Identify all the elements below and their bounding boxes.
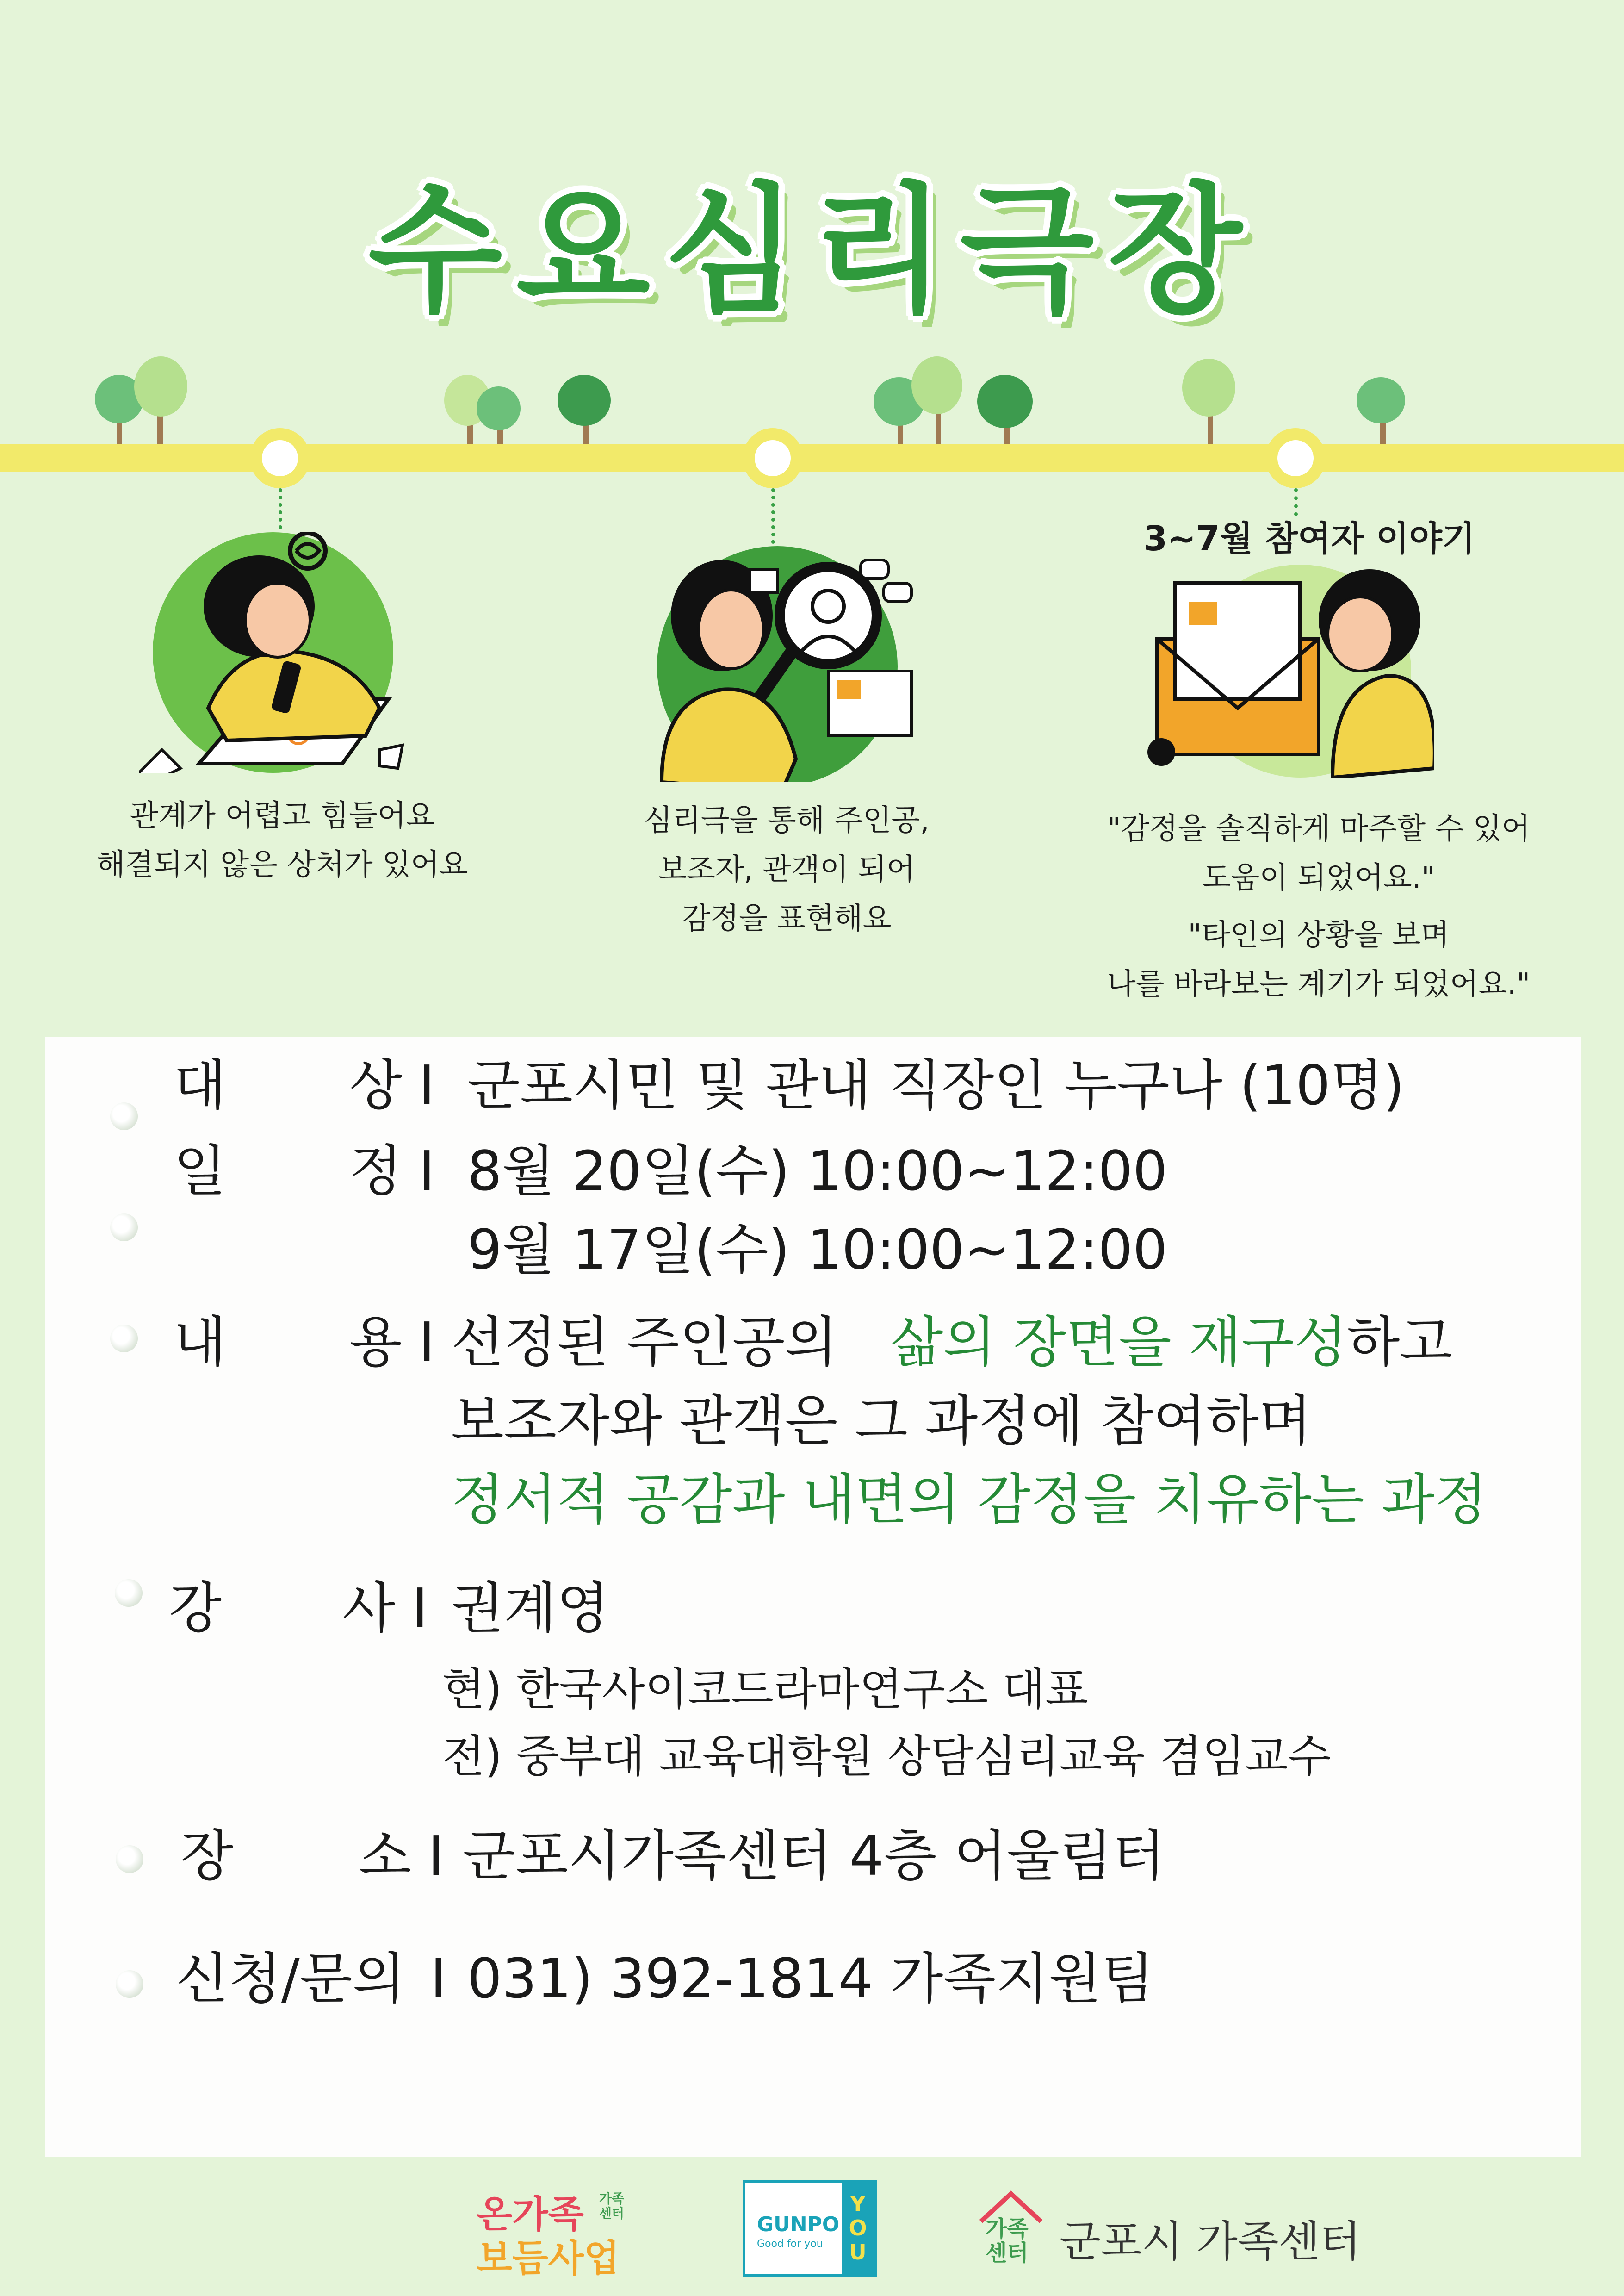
section-heading: 3~7월 참여자 이야기 xyxy=(1143,519,1475,559)
content-text: 선정된 주인공의ㅤ xyxy=(451,1310,891,1374)
target-label-1: 대 xyxy=(174,1053,226,1117)
logo-text: 온가족 xyxy=(477,2193,584,2236)
caption-3b xyxy=(1036,911,1601,1009)
gunpo-family-center-logo xyxy=(976,2189,1439,2272)
bullet-icon xyxy=(110,1325,138,1352)
page-title: 수요심리극장 xyxy=(368,170,1256,331)
schedule-date-2: 9월 17일(수) 10:00~12:00 xyxy=(467,1218,1168,1282)
illustration-letter-person xyxy=(1147,565,1434,778)
instructor-label-2: 사 xyxy=(342,1576,395,1640)
instructor-former-role: 전) 중부대 교육대학원 상담심리교육 겸임교수 xyxy=(442,1730,1331,1782)
venue-label-2: 소 xyxy=(359,1824,411,1888)
instructor-label-1: 강 xyxy=(169,1576,222,1640)
target-value: 군포시민 및 관내 직장인 누구나 (10명) xyxy=(467,1053,1405,1117)
bullet-icon xyxy=(110,1213,138,1241)
ongajok-logo xyxy=(472,2184,643,2280)
illustration-magnifier-person xyxy=(643,541,921,782)
content-line-1 xyxy=(451,1307,1452,1377)
logo-text: GUNPO xyxy=(757,2213,840,2236)
separator: I xyxy=(430,1947,446,2010)
content-label-1: 내 xyxy=(174,1310,226,1374)
caption-line: 나를 바라보는 계기가 되었어요." xyxy=(1107,967,1531,1002)
caption-1 xyxy=(28,791,537,890)
content-line-3: 정서적 공감과 내면의 감정을 치유하는 과정 xyxy=(451,1468,1488,1531)
content-text: 하고 xyxy=(1347,1310,1453,1374)
venue-value: 군포시가족센터 4층 어울림터 xyxy=(463,1824,1165,1888)
timeline-node-1 xyxy=(250,428,310,488)
logo-text: 보듬사업 xyxy=(477,2237,620,2280)
timeline-node-2 xyxy=(743,428,803,488)
caption-line: 감정을 표현해요 xyxy=(682,902,892,936)
caption-line: 심리극을 통해 주인공, xyxy=(644,803,930,838)
separator: I xyxy=(419,1310,435,1374)
caption-3a xyxy=(1036,804,1601,902)
contact-value: 031) 392-1814 가족지원팀 xyxy=(467,1947,1154,2010)
schedule-label-1: 일 xyxy=(174,1139,226,1203)
caption-line: 도움이 되었어요." xyxy=(1202,861,1435,895)
caption-line: 보조자, 관객이 되어 xyxy=(658,852,915,887)
bullet-icon xyxy=(115,1579,143,1607)
schedule-label-2: 정 xyxy=(349,1139,402,1203)
content-line-2: 보조자와 관객은 그 과정에 참여하며 xyxy=(451,1389,1312,1453)
caption-line: "감정을 솔직하게 마주할 수 있어 xyxy=(1107,812,1531,846)
logo-badge: 가족센터 xyxy=(986,2216,1029,2266)
separator: I xyxy=(428,1824,444,1888)
caption-line: 해결되지 않은 상처가 있어요 xyxy=(96,848,468,882)
logo-side-text: YOU xyxy=(849,2191,867,2265)
separator: I xyxy=(412,1576,428,1640)
content-label-2: 용 xyxy=(349,1310,402,1374)
instructor-current-role: 현) 한국사이코드라마연구소 대표 xyxy=(442,1663,1088,1715)
contact-label: 신청/문의 xyxy=(176,1947,405,2010)
bullet-icon xyxy=(116,1845,143,1873)
schedule-date-1: 8월 20일(수) 10:00~12:00 xyxy=(467,1139,1168,1203)
timeline-bar xyxy=(0,444,1624,472)
illustration-stressed-person xyxy=(139,532,407,773)
caption-line: 관계가 어렵고 힘들어요 xyxy=(130,799,435,833)
logo-tagline: Good for you xyxy=(757,2238,823,2250)
bullet-icon xyxy=(110,1102,138,1130)
bullet-icon xyxy=(116,1970,143,1998)
separator: I xyxy=(419,1053,435,1117)
caption-line: "타인의 상황을 보며 xyxy=(1188,918,1450,952)
gunpo-you-logo xyxy=(743,2180,877,2277)
timeline-node-3 xyxy=(1265,428,1326,488)
separator: I xyxy=(419,1139,435,1203)
venue-label-1: 장 xyxy=(180,1824,233,1888)
content-highlight: 삶의 장면을 재구성 xyxy=(890,1310,1347,1374)
dotted-connector xyxy=(771,488,775,544)
logo-text: 군포시 가족센터 xyxy=(1060,2217,1361,2266)
caption-2 xyxy=(532,796,1041,943)
instructor-name: 권계영 xyxy=(451,1576,609,1640)
logo-badge: 가족센터 xyxy=(599,2191,625,2221)
target-label-2: 상 xyxy=(349,1053,402,1117)
